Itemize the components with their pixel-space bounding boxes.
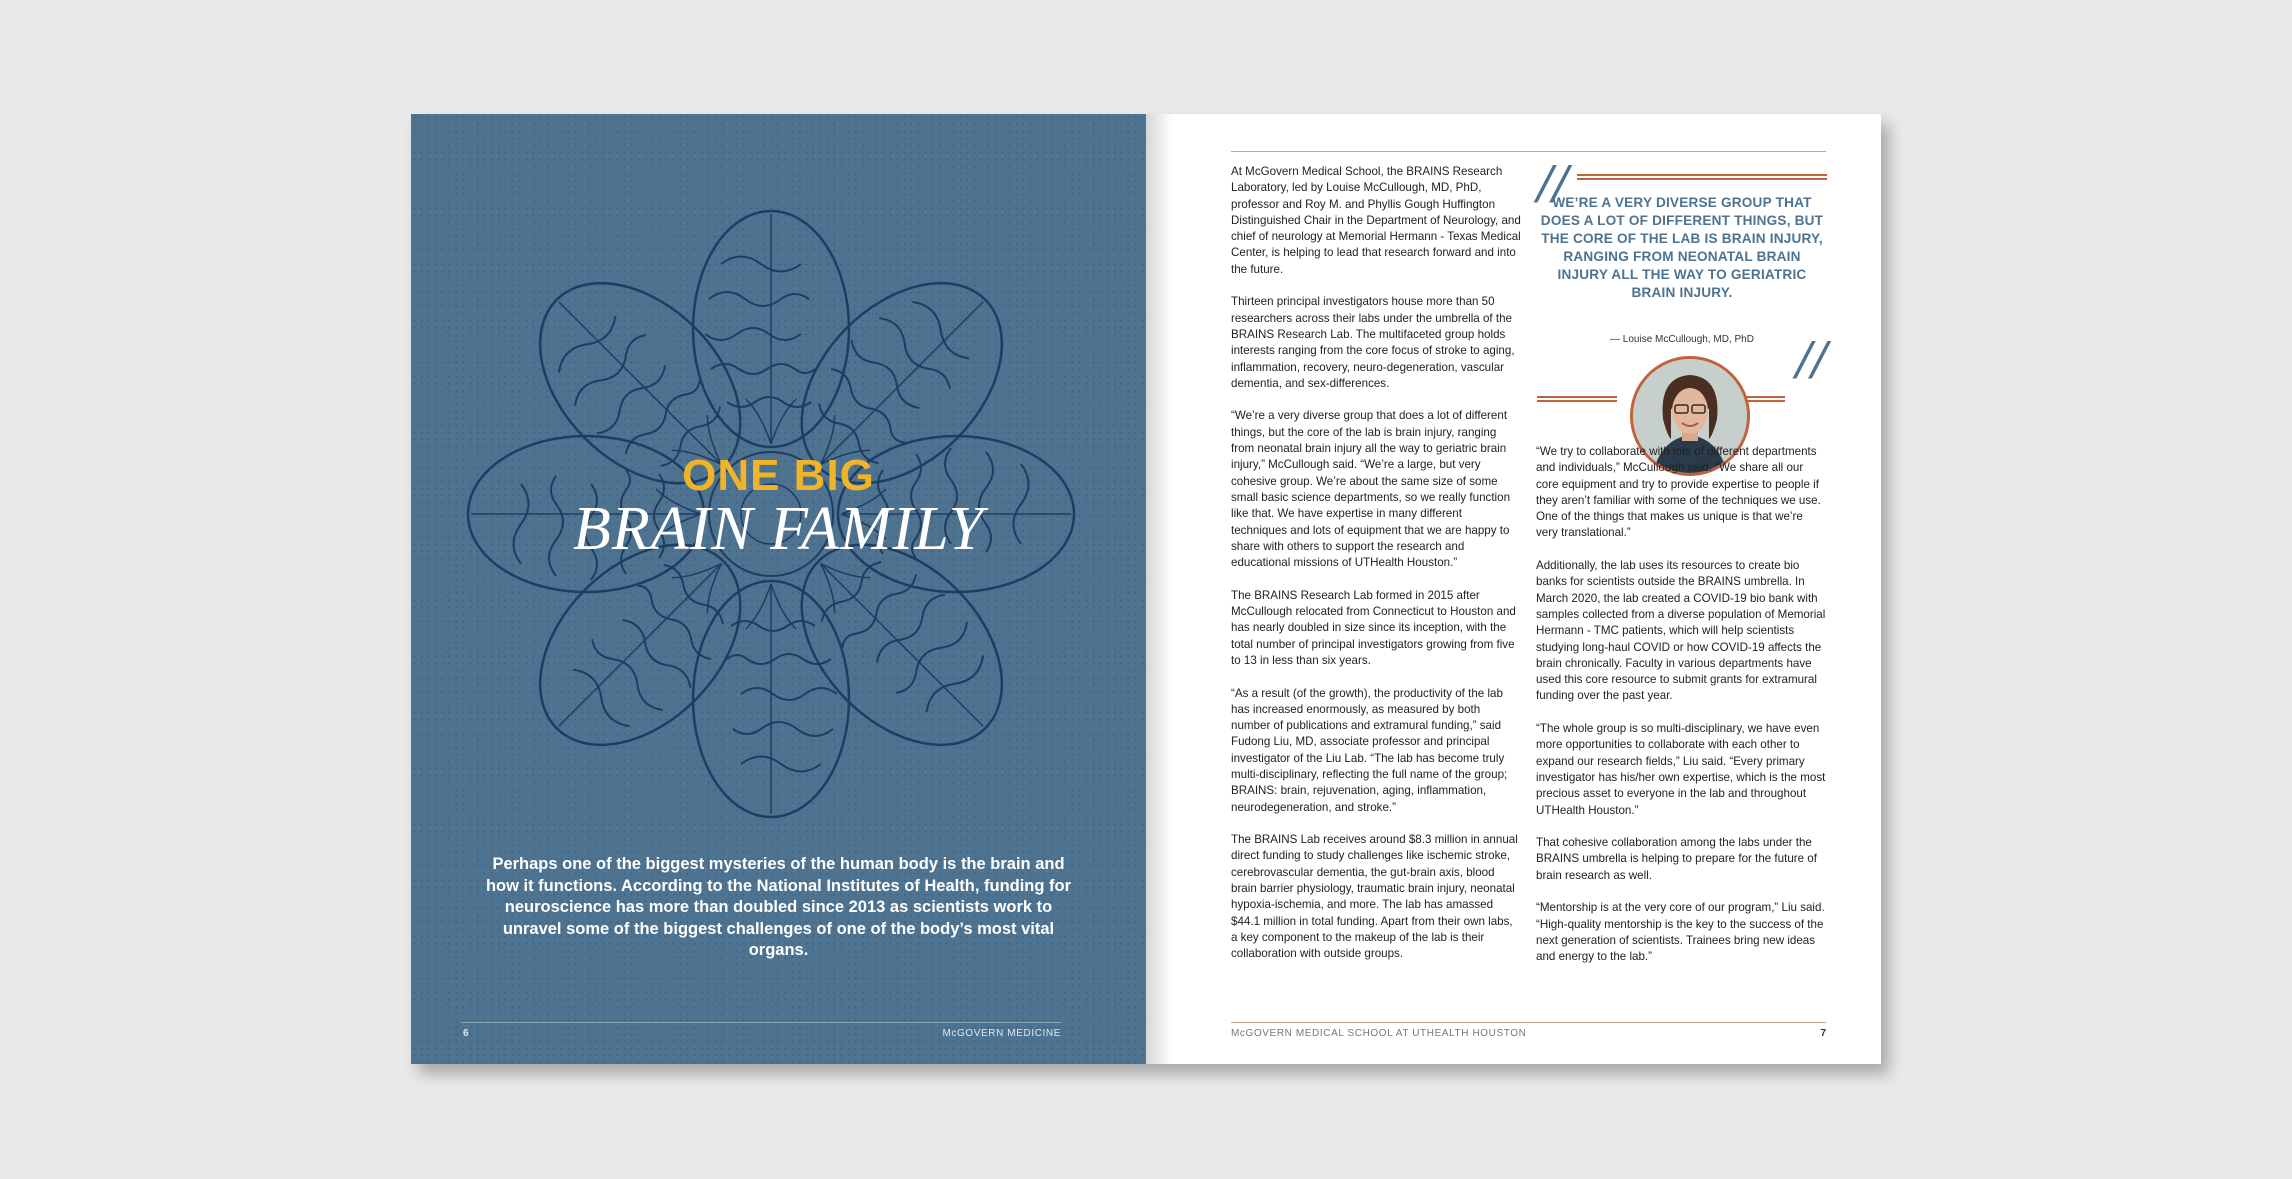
body-paragraph: At McGovern Medical School, the BRAINS Research Laboratory, led by Louise McCullough, MD, PhD, professor and Roy M. and Phyllis Gough Huffington Distinguished Chair in the Department of Neurology, and chief of neurology at Memorial Hermann - Texas Medical Center, is helping to lead that research forward and into the future. xyxy=(1231,165,1521,276)
body-column-right xyxy=(1536,444,1826,982)
headline-line-2: BRAIN FAMILY xyxy=(573,495,984,563)
body-column-left xyxy=(1231,164,1521,979)
body-paragraph: “The whole group is so multi-disciplinary, we have even more opportunities to collaborate with each other to expand our research fields,” Liu said. “Every primary investigator has his/her own expertise, which is the most precious asset to everyone in the lab and throughout UTHealth Houston.” xyxy=(1536,722,1826,817)
body-paragraph: “As a result (of the growth), the productivity of the lab has increased enormously, as measured by both number of publications and extramural funding,” said Fudong Liu, MD, associate professor and principal investigator of the Liu Lab. “The lab has become truly multi-disciplinary, reflecting the full name of the group; BRAINS: brain, rejuvenation, aging, inflammation, neurodegeneration, and stroke.” xyxy=(1231,686,1508,814)
quote-rule-bottom-left xyxy=(1537,396,1617,402)
running-head-right: McGOVERN MEDICAL SCHOOL AT UTHEALTH HOUSTON xyxy=(1231,1028,1527,1039)
body-paragraph: “We’re a very diverse group that does a lot of different things, but the core of the lab is brain injury, ranging from neonatal brain injury all the way to geriatric brain injury,” McCullough said. “We’re a large, but very cohesive group. We’re about the same size of some small basic science departments, so we really function like that. We have expertise in many different techniques and lots of equipment that we are happy to share with others to support the research and educational missions of UTHealth Houston.” xyxy=(1231,409,1511,570)
body-paragraph: The BRAINS Research Lab formed in 2015 after McCullough relocated from Connecticut to Houston and has nearly doubled in size since its inception, with the total number of principal investigators growing from five to 13 in less than six years. xyxy=(1231,588,1516,667)
pull-quote: WE’RE A VERY DIVERSE GROUP THAT DOES A LOT OF DIFFERENT THINGS, BUT THE CORE OF THE LAB IS BRAIN INJURY, RANGING FROM NEONATAL BRAIN INJURY ALL THE WAY TO GERIATRIC BRAIN INJURY. xyxy=(1540,195,1824,300)
open-quote-icon: // xyxy=(1537,153,1569,215)
headline-line-1: ONE BIG xyxy=(682,451,875,500)
running-head-left: McGOVERN MEDICINE xyxy=(942,1028,1061,1039)
left-page xyxy=(411,114,1146,1064)
body-paragraph: “Mentorship is at the very core of our program,” Liu said. “High-quality mentorship is the key to the success of the next generation of scientists. Trainees bring new ideas and energy to the lab.” xyxy=(1536,901,1825,964)
gutter-shadow xyxy=(1146,114,1172,1064)
page-number-right: 7 xyxy=(1820,1028,1826,1039)
body-paragraph: Thirteen principal investigators house more than 50 researchers across their labs under the umbrella of the BRAINS Research Lab. The multifaceted group holds interests ranging from the core focus of stroke to aging, inflammation, recovery, neuro-degeneration, vascular dementia, and sex-differences. xyxy=(1231,295,1515,390)
magazine-spread xyxy=(411,114,1881,1064)
body-paragraph: “We try to collaborate with lots of different departments and individuals,” McCullough said. “We share all our core equipment and try to provide expertise to people if they aren’t familiar with some of the techniques we use. One of the things that makes us unique is that we’re very translational.” xyxy=(1536,445,1821,540)
top-rule xyxy=(1231,151,1826,152)
footer-rule xyxy=(461,1022,1061,1023)
footer-rule xyxy=(1231,1022,1826,1023)
close-quote-icon: // xyxy=(1795,329,1827,391)
right-page xyxy=(1146,114,1881,1064)
page-number-left: 6 xyxy=(463,1028,469,1039)
body-paragraph: Additionally, the lab uses its resources to create bio banks for scientists outside the BRAINS umbrella. In March 2020, the lab created a COVID-19 bio bank with samples collected from a diverse population of Memorial Hermann - TMC patients, which will help scientists studying long-haul COVID or how COVID-19 affects the brain chronically. Faculty in various departments have used this core resource to submit grants for extramural funding over the past year. xyxy=(1536,559,1826,703)
quote-rule-top xyxy=(1577,174,1827,180)
quote-attribution: — Louise McCullough, MD, PhD xyxy=(1610,334,1754,345)
body-paragraph: The BRAINS Lab receives around $8.3 million in annual direct funding to study challenges like ischemic stroke, cerebrovascular dementia, the gut-brain axis, blood brain barrier physiology, traumatic brain injury, neonatal hypoxia-ischemia, and more. The lab has amassed $44.1 million in total funding. Apart from their own labs, a key component to the makeup of the lab is their collaboration with outside groups. xyxy=(1231,833,1518,961)
intro-paragraph: Perhaps one of the biggest mysteries of the human body is the brain and how it functions. According to the National Institutes of Health, funding for neuroscience has more than doubled since 2013 as scientists work to unravel some of the biggest challenges of one of the body’s most vital organs. xyxy=(485,855,1072,959)
body-paragraph: That cohesive collaboration among the labs under the BRAINS umbrella is helping to prepare for the future of brain research as well. xyxy=(1536,836,1817,882)
